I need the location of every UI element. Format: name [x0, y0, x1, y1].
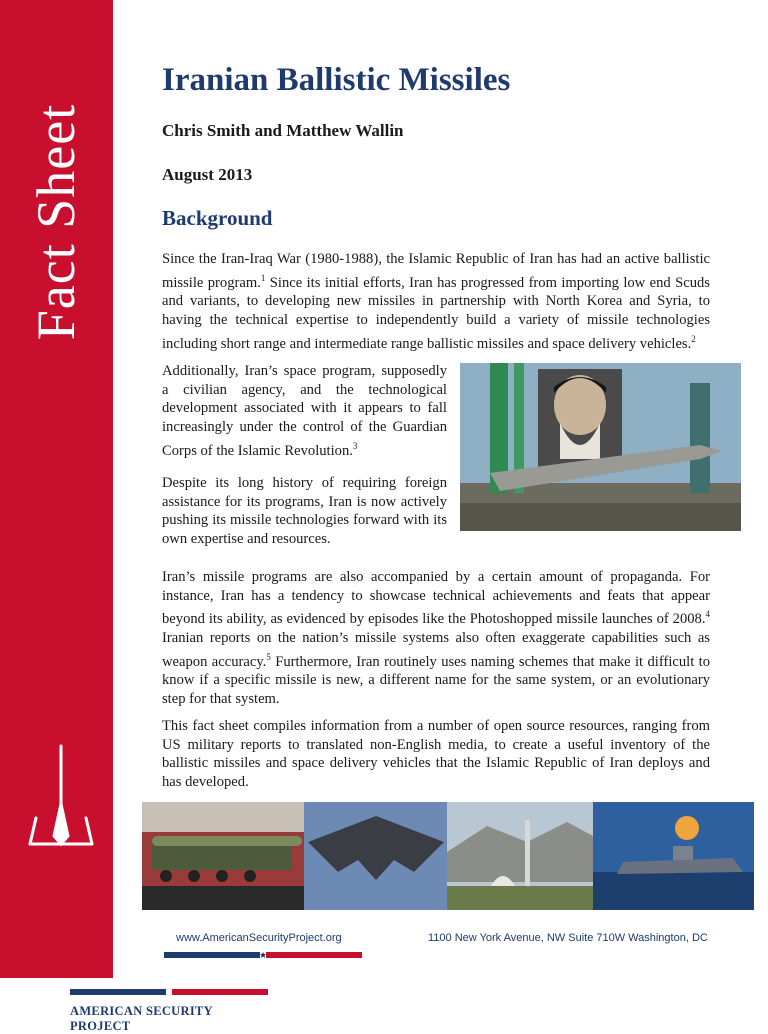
paragraph-2: Additionally, Iran’s space program, supposedly a civilian agency, and the technological development associated with it appears to fall increasingly under the control of the Guardian Corps of the Islamic Revolution.$^3$ — [162, 363, 447, 459]
publication-date: August 2013 — [162, 165, 253, 184]
section-heading: Background — [162, 206, 273, 230]
stealth-bomber-photo — [304, 802, 447, 910]
address: 1100 New York Avenue, NW Suite 710W Washington, DC — [428, 932, 708, 944]
authors: Chris Smith and Matthew Wallin — [162, 121, 404, 140]
sidebar-title: Fact Sheet — [26, 103, 86, 341]
missile-launcher-photo — [142, 802, 304, 910]
footer-rule — [164, 952, 362, 958]
logo-rule — [70, 989, 268, 995]
website-link[interactable]: www.AmericanSecurityProject.org — [176, 932, 342, 944]
warship-launch-photo — [593, 802, 754, 910]
logo-text: AMERICAN SECURITY PROJECT — [70, 1004, 213, 1033]
rocket-icon — [28, 744, 94, 852]
asp-logo — [70, 982, 268, 1034]
paragraph-5: This fact sheet compiles information from a number of open source resources, ranging from US military reports to translated non-English media, to create a useful inventory of the ballistic missiles and space delivery vehicles that the Islamic Republic of Iran deploys and has developed. — [162, 718, 710, 791]
paragraph-4: Iran’s missile programs are also accompanied by a certain amount of propaganda. For instance, Iran has a tendency to showcase technical achievements and feats that appear beyond its ability, as evidenced by episodes like the Photoshopped missile launches of 2008.$^4$ Iranian reports on the nation’s missile systems also often exaggerate capabilities such as weapon accuracy.$^5$ Furthermore, Iran routinely uses naming schemes that make it difficult to know if a specific missile is new, a different name for the same system, or an evolutionary step for that system. — [162, 569, 710, 707]
sidebar — [0, 0, 113, 978]
paragraph-3: Despite its long history of requiring foreign assistance for its programs, Iran is now actively pushing its missile technologies forward with its own expertise and resources. — [162, 475, 447, 548]
nuclear-plant-photo — [447, 802, 593, 910]
missile-parade-photo — [460, 363, 741, 531]
paragraph-1: Since the Iran-Iraq War (1980-1988), the Islamic Republic of Iran has had an active ballistic missile program.$^1$ Since its initial efforts, Iran has progressed from importing low end Scuds and variants, to developing new missiles in partnership with North Korea and Syria, to having the technical expertise to independently build a variety of missile technologies including short range and intermediate range ballistic missiles and space delivery vehicles.$^2$ — [162, 251, 710, 352]
page-title: Iranian Ballistic Missiles — [162, 62, 511, 98]
